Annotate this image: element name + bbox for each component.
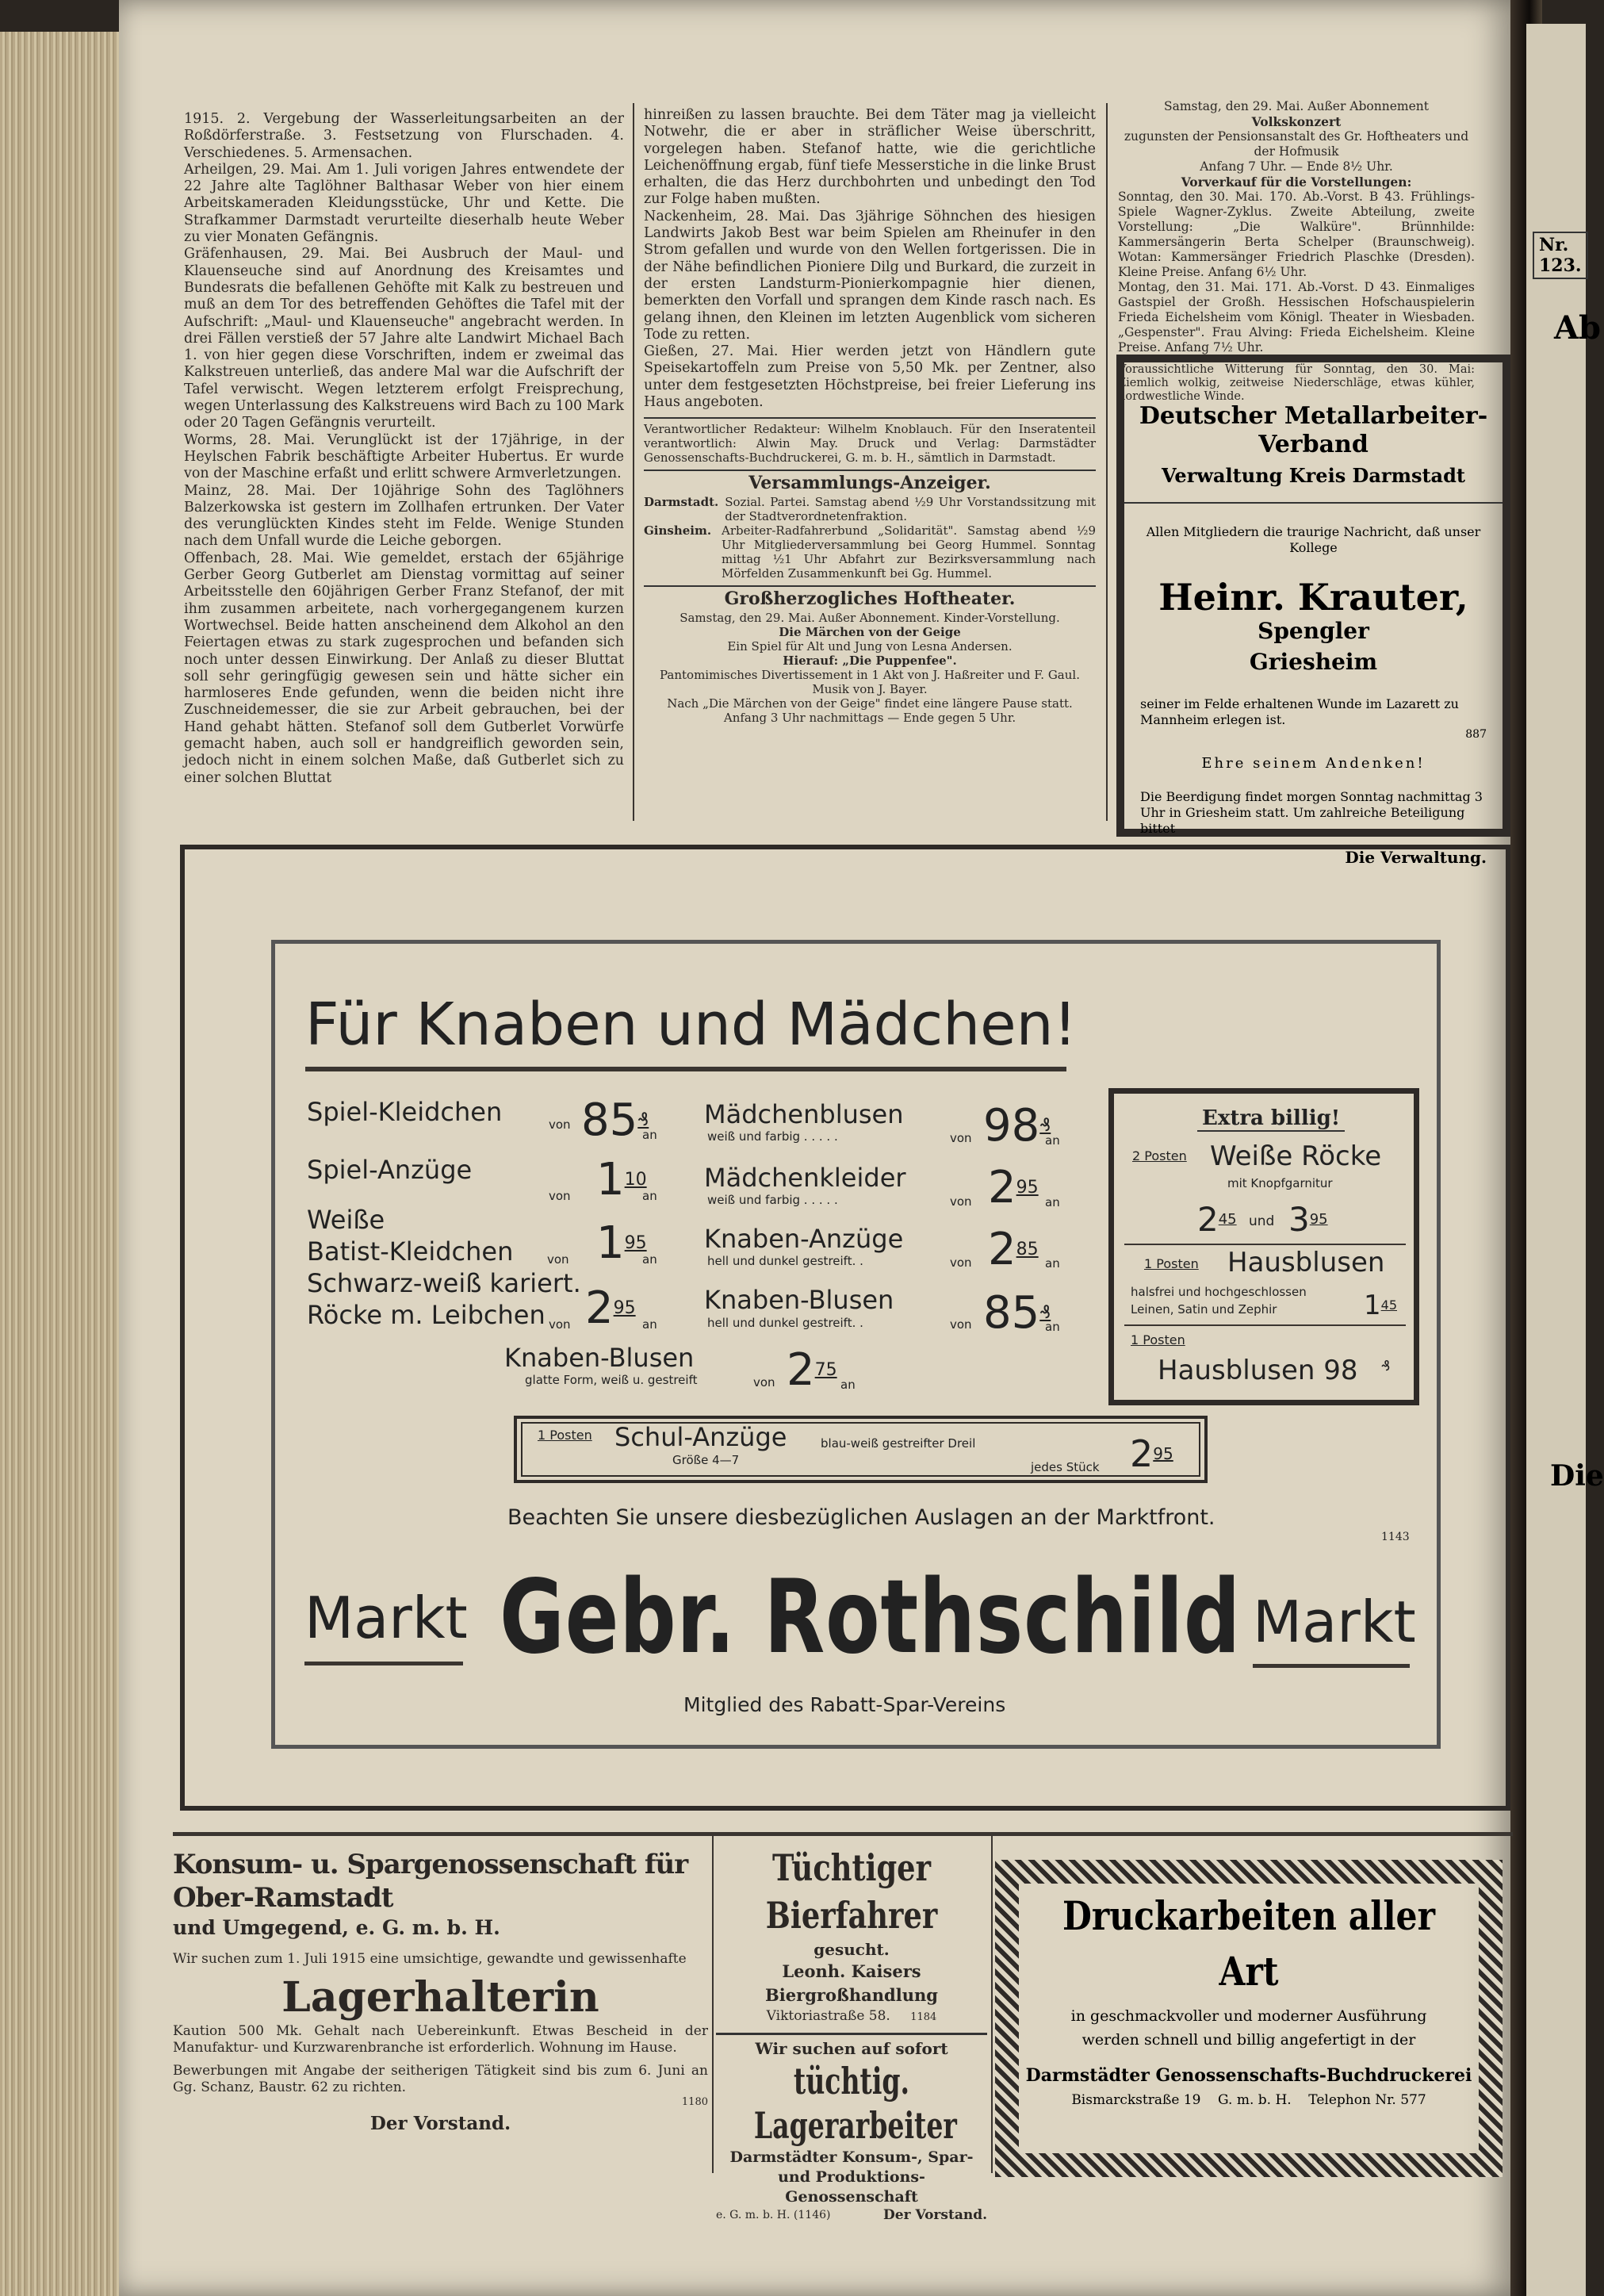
price-suffix: an <box>1045 1320 1060 1334</box>
price <box>787 1344 837 1396</box>
news-paragraph: Gießen, 27. Mai. Hier werden jetzt von Händlern gute Speisekartoffeln zum Preise von 5,50 Mk. per Zentner, also unter dem festgesetzten Höchstpreise, bei freier Lieferung ins Haus angeboten. <box>644 343 1096 411</box>
price-main: 3 <box>1288 1200 1310 1239</box>
price-sup: 75 <box>814 1360 837 1380</box>
product-name: Schul-Anzüge <box>614 1422 787 1452</box>
theater-line: Vorverkauf für die Vorstellungen: <box>1181 174 1412 190</box>
product-name: Spiel-Kleidchen <box>307 1097 503 1127</box>
deceased-place: Griesheim <box>1249 649 1378 675</box>
ad-membership: Mitglied des Rabatt-Spar-Vereins <box>683 1693 1006 1716</box>
price-from: von <box>549 1189 571 1203</box>
price-sup: 45 <box>1380 1297 1397 1313</box>
product-detail: mit Knopfgarnitur <box>1227 1176 1333 1190</box>
price-suffix: an <box>840 1378 856 1392</box>
konsum-title: Konsum- u. Spargenossenschaft für Ober-Ramstadt <box>173 1849 688 1914</box>
theater-line: Samstag, den 29. Mai. Außer Abonnement <box>1164 99 1429 113</box>
price <box>988 1224 1039 1275</box>
price <box>988 1162 1039 1213</box>
konsum-job: Lagerhalterin <box>281 1973 599 2022</box>
bier-wir: Wir suchen auf sofort <box>755 2039 948 2058</box>
product-name: Mädchenkleider <box>704 1163 906 1193</box>
price-label <box>547 1251 569 1267</box>
ad-note: Beachten Sie unsere diesbezüglichen Auslagen an der Marktfront. <box>507 1505 1215 1530</box>
price <box>1364 1283 1397 1328</box>
obituary-notice <box>1116 355 1510 867</box>
news-paragraph: Mainz, 28. Mai. Der 10jährige Sohn des Taglöhners Balzerkowska ist gestern im Zollhafen ertrunken. Der Vater des verunglückten Kindes steht im Felde. Wenige Stunden nach dem Unfall wurde die Leiche geborgen. <box>184 482 624 550</box>
divider <box>1124 502 1503 504</box>
konsum-text: Bewerbungen mit Angabe der seitherigen Tätigkeit sind bis zum 6. Juni an Gg. Schanz, Baustr. 62 zu richten. <box>173 2063 708 2095</box>
price-from: von <box>549 1317 571 1332</box>
bier-signature: Der Vorstand. <box>883 2207 987 2223</box>
weather-forecast: Voraussichtliche Witterung für Sonntag, den 30. Mai: Ziemlich wolkig, zeitweise Niederschläge, etwas kühler, nordwestliche Winde. <box>1118 360 1475 404</box>
price-sup: ₰ <box>1039 1303 1051 1323</box>
price-suffix: an <box>642 1317 657 1332</box>
price <box>596 1217 647 1269</box>
product-name: Knaben-Blusen <box>504 1343 695 1373</box>
price <box>983 1287 1051 1339</box>
product-name: Hausblusen <box>1227 1247 1385 1278</box>
product-name: Weiße Röcke <box>1210 1140 1382 1172</box>
theater-line: Anfang 7 Uhr. — Ende 8½ Uhr. <box>1200 159 1393 174</box>
versammlung-heading: Versammlungs-Anzeiger. <box>748 473 991 494</box>
price-sup: ₰ <box>1039 1116 1051 1136</box>
column-divider <box>633 103 634 821</box>
deceased-name: Heinr. Krauter, <box>1158 576 1468 619</box>
price-from: von <box>753 1375 775 1389</box>
versammlung-entry <box>644 495 1096 523</box>
product-name: Mädchenblusen <box>704 1099 904 1129</box>
bier-job: tüchtig. Lagerarbeiter <box>753 2060 957 2147</box>
price-from: von <box>950 1131 972 1145</box>
price-suffix: an <box>642 1189 657 1203</box>
price-main: 2 <box>1197 1200 1219 1239</box>
theater-line: Ein Spiel für Alt und Jung von Lesna Andersen. <box>727 639 1013 654</box>
news-paragraph: Arheilgen, 29. Mai. Am 1. Juli vorigen Jahres entwendete der 22 Jahre alte Taglöhner Balthasar Weber von hier einem Arbeitskameraden Kleidungsstücke, Uhr und Kette. Die Strafkammer Darmstadt verurteilte dieserhalb heute Weber zu vier Monaten Gefängnis. <box>184 161 624 246</box>
posten-label: 1 Posten <box>1131 1332 1185 1347</box>
book-page-edges <box>0 32 119 2296</box>
price-sup: 10 <box>624 1170 647 1190</box>
product-name: Knaben-Blusen <box>704 1285 894 1315</box>
entry-text: Arbeiter-Radfahrerbund „Solidarität". Samstag abend ½9 Uhr Mitgliederversammlung bei Georg Hummel. Sonntag mittag ½1 Uhr Abfahrt zur Bezirksversammlung nach Mörfelden Zusammenkunft bei Gg. Hummel. <box>722 523 1096 581</box>
next-page-heading: Ab <box>1554 309 1602 347</box>
versammlung-entry <box>644 523 1096 581</box>
obituary-intro: Allen Mitgliedern die traurige Nachricht, daß unser Kollege <box>1146 524 1481 555</box>
next-page-heading-2: Die <box>1550 1459 1604 1493</box>
divider <box>1124 1244 1406 1245</box>
price-main: 1 <box>596 1217 625 1269</box>
price-label <box>549 1117 571 1132</box>
price-suffix: an <box>642 1128 657 1142</box>
obituary-honor: Ehre seinem Andenken! <box>1201 755 1426 772</box>
price-sup: 95 <box>1309 1211 1328 1228</box>
product-name: Schwarz-weiß kariert. Röcke m. Leibchen <box>307 1268 581 1330</box>
theater-line: Pantomimisches Divertissement in 1 Akt von J. Haßreiter und F. Gaul. Musik von J. Bayer. <box>660 668 1080 697</box>
entry-place: Ginsheim. <box>644 523 712 539</box>
price-main: 85 <box>983 1287 1040 1339</box>
obituary-signature: Die Verwaltung. <box>1345 848 1487 867</box>
product-detail: glatte Form, weiß u. gestreift <box>525 1373 698 1387</box>
product-detail: jedes Stück <box>1031 1460 1100 1474</box>
union-subtitle: Verwaltung Kreis Darmstadt <box>1162 464 1465 487</box>
price-from: von <box>547 1252 569 1267</box>
bier-title: Tüchtiger Bierfahrer <box>765 1846 938 1937</box>
product-detail: hell und dunkel gestreift. . <box>707 1316 863 1330</box>
section-divider <box>173 1832 1513 1836</box>
price-label <box>950 1194 972 1209</box>
theater-line: Sonntag, den 30. Mai. 170. Ab.-Vorst. B 43. Frühlings-Spiele Wagner-Zyklus. Zweite Abteilung, zweite Vorstellung: „Die Walküre". Brünnhilde: Kammersängerin Berta Schelper (Braunschweig). Wotan: Kammersänger Friedrich Plaschke (Dresden). Kleine Preise. Anfang 6½ Uhr. <box>1118 190 1475 279</box>
price-sup: 85 <box>1016 1240 1039 1259</box>
price <box>1130 1432 1173 1476</box>
price <box>1197 1198 1237 1242</box>
price-from: von <box>549 1117 571 1132</box>
theater-line: Volkskonzert <box>1251 114 1342 129</box>
markt-underline <box>1253 1664 1410 1668</box>
product-detail: hell und dunkel gestreift. . <box>707 1254 863 1268</box>
price-main: 85 <box>581 1094 638 1146</box>
price-from: von <box>950 1255 972 1270</box>
posten-label: 1 Posten <box>1144 1256 1199 1271</box>
imprint: Verantwortlicher Redakteur: Wilhelm Knoblauch. Für den Inseratenteil verantwortlich: Alwin May. Druck und Verlag: Darmstädter Genossenschafts-Buchdruckerei, G. m. b. H., sämtlich in Darmstadt. <box>644 417 1096 465</box>
druck-line: werden schnell und billig angefertigt in der <box>1081 2031 1416 2049</box>
ad-number: 1180 <box>681 2096 708 2108</box>
news-paragraph: Worms, 28. Mai. Verunglückt ist der 17jährige, in der Heylschen Fabrik beschäftigte Arbeiter Hubertus. Er wurde von der Maschine erfaßt und erlitt schwere Armverletzungen. <box>184 431 624 482</box>
druck-address: Bismarckstraße 19 G. m. b. H. Telephon Nr. 577 <box>1071 2092 1426 2108</box>
headline-underline <box>305 1067 1066 1071</box>
theater-heading: Großherzogliches Hoftheater. <box>724 588 1016 610</box>
price-suffix: an <box>1045 1133 1060 1148</box>
price <box>581 1094 649 1146</box>
product-detail: Größe 4—7 <box>672 1453 740 1467</box>
posten-label: 2 Posten <box>1132 1148 1187 1163</box>
product-detail: weiß und farbig . . . . . <box>707 1129 838 1144</box>
price-label <box>950 1255 972 1270</box>
price-from: von <box>950 1194 972 1209</box>
price-label <box>549 1317 571 1332</box>
markt-right: Markt <box>1253 1589 1416 1655</box>
bier-street: Viktoriastraße 58. <box>766 2008 890 2024</box>
markt-left: Markt <box>304 1585 468 1651</box>
brand-name: Gebr. Rothschild <box>500 1558 1242 1677</box>
news-paragraph: Offenbach, 28. Mai. Wie gemeldet, erstach der 65jährige Gerber Georg Gutberlet am Dienstag vormittag auf seiner Arbeitsstelle den 60jährigen Gerber Franz Stefanof, der mit ihm zusammen arbeitete, nach vorhergegangenem kurzen Wortwechsel. Beide hatten anscheinend dem Alkohol an den Feiertagen etwas zu stark zugesprochen und befanden sich noch unter dessen Einwirkung. Der Anlaß zu dieser Bluttat soll sehr geringfügig gewesen sein und hätte sicher ein harmloseres Ende gefunden, wenn die beiden nicht ihre Zuschneidemesser, die sie zur Arbeit gebrauchen, bei der Hand gehabt hätten. Stefanof soll dem Gutberlet Vorwürfe gemacht haben, auch soll er handgreiflich geworden sein, jedoch nicht in einem solchen Maße, daß Gutberlet sich zu einer solchen Bluttat <box>184 550 624 786</box>
price-suffix: an <box>642 1252 657 1267</box>
price-suffix: an <box>1045 1256 1060 1271</box>
obituary-text: seiner im Felde erhaltenen Wunde im Lazarett zu Mannheim erlegen ist. <box>1140 696 1459 727</box>
bier-firm2: Darmstädter Konsum-, Spar- und Produktions-Genossenschaft <box>729 2148 974 2206</box>
price-label <box>753 1374 775 1389</box>
news-paragraph: Nackenheim, 28. Mai. Das 3jährige Söhnchen des hiesigen Landwirts Jakob Best war beim Spielen am Rheinufer in den Strom gefallen und wurde von den Wellen fortgerissen. Die in der Nähe befindlichen Pioniere Dilg und Burkard, die zurzeit in der ersten Landsturm-Pionierkompagnie hier dienen, bemerkten den Vorfall und sprangen dem Kinde rasch nach. Es gelang ihnen, den Kleinen im letzten Augenblick vom sicheren Tode zu retten. <box>644 208 1096 343</box>
price-label <box>950 1130 972 1145</box>
price-main: 1 <box>596 1154 625 1205</box>
bier-ad <box>716 1844 987 2223</box>
product-name: Spiel-Anzüge <box>307 1155 473 1185</box>
price-main: 2 <box>988 1162 1016 1213</box>
column-divider <box>712 1836 714 2173</box>
bier-address <box>716 2007 987 2026</box>
price-sup: 95 <box>1153 1444 1173 1463</box>
bier-firm: Leonh. Kaisers Biergroßhandlung <box>765 1961 938 2005</box>
price <box>585 1282 636 1334</box>
next-page-edge <box>1526 24 1604 2296</box>
price-sup: ₰ <box>637 1110 649 1130</box>
price-main: 2 <box>787 1344 815 1396</box>
price-from: von <box>950 1317 972 1332</box>
price-main: 2 <box>988 1224 1016 1275</box>
price-sup: 45 <box>1218 1211 1237 1228</box>
price <box>1288 1198 1328 1242</box>
extra-title: Extra billig! <box>1197 1106 1345 1132</box>
ad-number: 1184 <box>910 2011 937 2023</box>
theater-line: Die Märchen von der Geige <box>779 625 961 640</box>
price-sup: ₰ <box>1381 1358 1391 1374</box>
price-main: 2 <box>1130 1432 1154 1475</box>
price-sup: 95 <box>1016 1178 1039 1198</box>
konsum-ad <box>173 1848 708 2134</box>
product-name: Hausblusen 98 <box>1158 1355 1358 1386</box>
konsum-subtitle: und Umgegend, e. G. m. b. H. <box>173 1916 500 1939</box>
druck-ad <box>995 1860 1503 2177</box>
theater-text <box>644 611 1096 725</box>
konsum-text: Wir suchen zum 1. Juli 1915 eine umsichtige, gewandte und gewissenhafte <box>173 1951 687 1967</box>
column-divider <box>1106 103 1108 821</box>
news-column-2 <box>644 107 1096 725</box>
product-detail: blau-weiß gestreifter Dreil <box>821 1436 976 1451</box>
product-detail: weiß und farbig . . . . . <box>707 1193 838 1207</box>
next-page-number: Nr. 123. <box>1533 232 1588 279</box>
price <box>983 1100 1051 1152</box>
bier-footer <box>716 2207 987 2223</box>
news-paragraph: hinreißen zu lassen brauchte. Bei dem Täter mag ja vielleicht Notwehr, die er aber in sträflicher Weise überschritt, vorgelegen haben. Stefanof hatte, wie die gerichtliche Leichenöffnung ergab, fünf tiefe Messerstiche in die linke Brust erhalten, die das Herz durchbohrten und unbedingt den Tod zur Folge haben mußten. <box>644 107 1096 208</box>
ad-headline: Für Knaben und Mädchen! <box>305 991 1078 1059</box>
union-title: Deutscher Metallarbeiter-Verband <box>1139 402 1488 458</box>
column-divider <box>991 1836 993 2173</box>
price-sup: 95 <box>624 1233 647 1253</box>
price-suffix: an <box>1045 1195 1060 1209</box>
theater-line: Montag, den 31. Mai. 171. Ab.-Vorst. D 43. Einmaliges Gastspiel der Großh. Hessischen Hofschauspielerin Frieda Eichelsheim vom Königl. Theater in Wiesbaden. „Gespenster". Frau Alving: Frieda Eichelsheim. Kleine Preise. Anfang 7½ Uhr. <box>1118 280 1475 355</box>
druck-firm: Darmstädter Genossenschafts-Buchdruckerei <box>1025 2065 1472 2086</box>
theater-line: Samstag, den 29. Mai. Außer Abonnement. Kinder-Vorstellung. <box>679 611 1060 626</box>
price-main: 98 <box>983 1100 1040 1152</box>
theater-line: Nach „Die Märchen von der Geige" findet eine längere Pause statt. Anfang 3 Uhr nachmittags — Ende gegen 5 Uhr. <box>667 696 1073 726</box>
divider <box>1124 1324 1406 1326</box>
burial-info: Die Beerdigung findet morgen Sonntag nachmittag 3 Uhr in Griesheim statt. Um zahlreiche Beteiligung bittet <box>1140 789 1483 836</box>
bier-gesucht: gesucht. <box>813 1940 890 1959</box>
konsum-signature: Der Vorstand. <box>369 2113 511 2134</box>
divider <box>716 2033 987 2035</box>
druck-title: Druckarbeiten aller Art <box>1062 1892 1435 1995</box>
price-main: 1 <box>1364 1290 1381 1321</box>
price-label <box>549 1188 571 1203</box>
theater-line: Hierauf: „Die Puppenfee". <box>783 654 957 669</box>
price-sup: 95 <box>613 1298 636 1318</box>
price-label <box>950 1317 972 1332</box>
product-detail: halsfrei und hochgeschlossen Leinen, Satin und Zephir <box>1131 1285 1307 1317</box>
ad-number: 887 <box>1465 728 1487 741</box>
product-name: Weiße Batist-Kleidchen <box>307 1205 514 1267</box>
ad-number: 1143 <box>1381 1531 1410 1543</box>
price <box>596 1154 647 1205</box>
news-paragraph: Gräfenhausen, 29. Mai. Bei Ausbruch der Maul- und Klauenseuche sind auf Anordnung des Kreisamtes und Bundesrats die befallenen Gehöfte mit Kalk zu bestreuen und muß an dem Tor des betreffenden Gehöftes die Tafel mit der Aufschrift: „Maul- und Klauenseuche" angebracht werden. In drei Fällen verstieß der 57 Jahre alte Landwirt Michael Bach 1. von hier gegen diese Vorschriften, indem er zweimal das Kalkstreuen unterließ, das andere Mal war die Aufschrift der Tafel verwischt. Wegen letzterem erfolgt Freisprechung, wegen Unterlassung des Kalkstreuens wird Bach zu 100 Mark oder 20 Tagen Gefängnis verurteilt. <box>184 246 624 431</box>
conjunction: und <box>1249 1213 1275 1229</box>
druck-line: in geschmackvoller und moderner Ausführung <box>1070 2007 1427 2025</box>
price-main: 2 <box>585 1282 614 1334</box>
news-column-1 <box>184 111 624 787</box>
posten-label: 1 Posten <box>538 1428 592 1443</box>
konsum-text: Kaution 500 Mk. Gehalt nach Uebereinkunft. Etwas Bescheid in der Manufaktur- und Kurzwarenbranche ist erforderlich. Wohnung im Hause. <box>173 2023 708 2056</box>
theater-line: zugunsten der Pensionsanstalt des Gr. Hoftheaters und der Hofmusik <box>1124 129 1469 159</box>
deceased-name-line <box>1124 577 1503 644</box>
entry-text: Sozial. Partei. Samstag abend ½9 Uhr Vorstandssitzung mit der Stadtverordnetenfraktion. <box>725 495 1096 524</box>
bier-firm2-tail: e. G. m. b. H. (1146) <box>716 2209 831 2221</box>
markt-underline <box>304 1662 463 1665</box>
news-paragraph: 1915. 2. Vergebung der Wasserleitungsarbeiten an der Roßdörferstraße. 3. Festsetzung von Flurschaden. 4. Verschiedenes. 5. Armensachen. <box>184 111 624 161</box>
entry-place: Darmstadt. <box>644 495 719 510</box>
product-name: Knaben-Anzüge <box>704 1224 904 1254</box>
deceased-trade: Spengler <box>1258 618 1369 644</box>
